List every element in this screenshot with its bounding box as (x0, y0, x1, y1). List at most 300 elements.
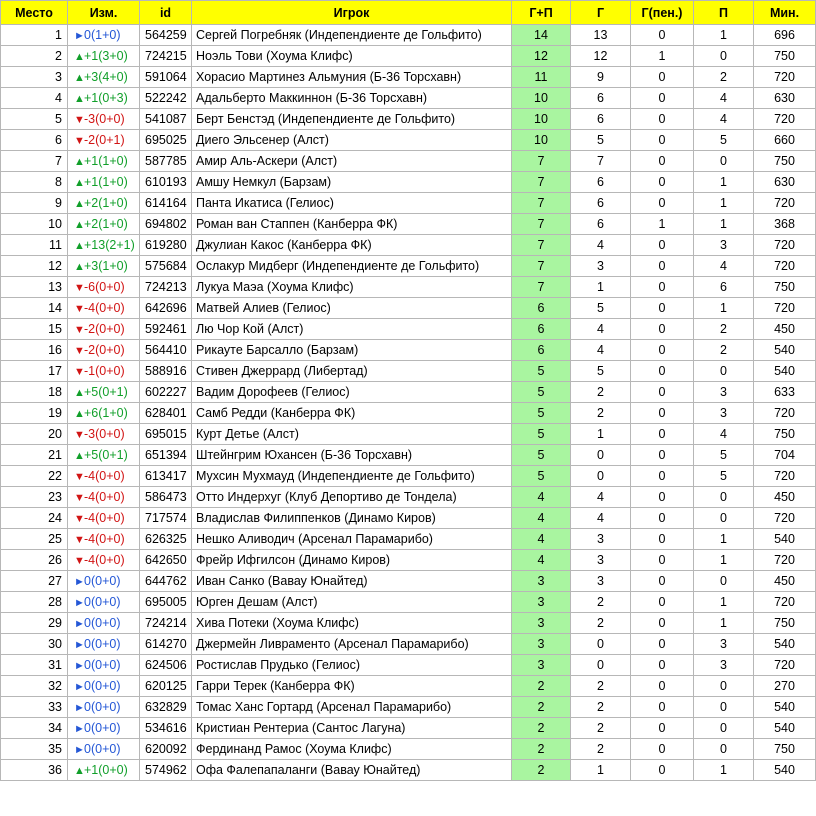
header-change[interactable]: Изм. (68, 1, 140, 25)
goals-plus-assists-cell: 5 (512, 445, 571, 466)
assists-cell: 0 (694, 571, 754, 592)
player-id-cell: 591064 (140, 67, 192, 88)
place-cell: 13 (1, 277, 68, 298)
goals-cell: 2 (571, 676, 631, 697)
penalty-goals-cell: 1 (631, 214, 694, 235)
penalty-goals-cell: 0 (631, 697, 694, 718)
minutes-cell: 750 (754, 151, 816, 172)
assists-cell: 1 (694, 760, 754, 781)
goals-cell: 2 (571, 382, 631, 403)
player-name-cell: Сергей Погребняк (Индепендиенте де Гольфито) (192, 25, 512, 46)
penalty-goals-cell: 0 (631, 634, 694, 655)
goals-plus-assists-cell: 10 (512, 130, 571, 151)
change-value: -2(0+1) (84, 133, 125, 147)
goals-plus-assists-cell: 4 (512, 550, 571, 571)
table-row (1, 424, 816, 445)
place-cell: 5 (1, 109, 68, 130)
table-row (1, 718, 816, 739)
place-cell: 21 (1, 445, 68, 466)
place-cell: 36 (1, 760, 68, 781)
goals-cell: 0 (571, 655, 631, 676)
goals-plus-assists-cell: 5 (512, 403, 571, 424)
up-arrow-icon: ▲ (74, 765, 85, 777)
penalty-goals-cell: 0 (631, 718, 694, 739)
change-value: 0(0+0) (84, 574, 121, 588)
place-cell: 4 (1, 88, 68, 109)
player-id-cell: 588916 (140, 361, 192, 382)
assists-cell: 5 (694, 130, 754, 151)
right-arrow-icon: ► (74, 597, 85, 609)
player-id-cell: 602227 (140, 382, 192, 403)
header-penalty-goals[interactable]: Г(пен.) (631, 1, 694, 25)
goals-cell: 2 (571, 403, 631, 424)
penalty-goals-cell: 0 (631, 25, 694, 46)
penalty-goals-cell: 0 (631, 172, 694, 193)
goals-cell: 3 (571, 256, 631, 277)
penalty-goals-cell: 0 (631, 193, 694, 214)
table-row (1, 655, 816, 676)
assists-cell: 0 (694, 361, 754, 382)
change-value: 0(0+0) (84, 700, 121, 714)
player-id-cell: 695005 (140, 592, 192, 613)
table-row (1, 193, 816, 214)
header-player[interactable]: Игрок (192, 1, 512, 25)
player-name-cell: Фрейр Ифгилсон (Динамо Киров) (192, 550, 512, 571)
penalty-goals-cell: 0 (631, 130, 694, 151)
goals-cell: 5 (571, 130, 631, 151)
penalty-goals-cell: 0 (631, 88, 694, 109)
player-id-cell: 541087 (140, 109, 192, 130)
place-cell: 16 (1, 340, 68, 361)
player-name-cell: Офа Фалепапаланги (Вавау Юнайтед) (192, 760, 512, 781)
player-id-cell: 620092 (140, 739, 192, 760)
goals-plus-assists-cell: 3 (512, 613, 571, 634)
minutes-cell: 368 (754, 214, 816, 235)
place-cell: 19 (1, 403, 68, 424)
assists-cell: 2 (694, 67, 754, 88)
down-arrow-icon: ▼ (74, 345, 85, 357)
minutes-cell: 540 (754, 361, 816, 382)
penalty-goals-cell: 0 (631, 613, 694, 634)
change-cell (68, 151, 140, 172)
table-row (1, 298, 816, 319)
minutes-cell: 720 (754, 508, 816, 529)
goals-plus-assists-cell: 3 (512, 592, 571, 613)
change-cell (68, 655, 140, 676)
assists-cell: 1 (694, 298, 754, 319)
player-name-cell: Ослакур Мидберг (Индепендиенте де Гольфито) (192, 256, 512, 277)
penalty-goals-cell: 0 (631, 571, 694, 592)
goals-cell: 6 (571, 214, 631, 235)
place-cell: 25 (1, 529, 68, 550)
penalty-goals-cell: 0 (631, 760, 694, 781)
assists-cell: 4 (694, 256, 754, 277)
table-row (1, 319, 816, 340)
penalty-goals-cell: 0 (631, 382, 694, 403)
up-arrow-icon: ▲ (74, 198, 85, 210)
goals-plus-assists-cell: 7 (512, 151, 571, 172)
change-cell (68, 508, 140, 529)
minutes-cell: 750 (754, 613, 816, 634)
player-id-cell: 644762 (140, 571, 192, 592)
player-id-cell: 575684 (140, 256, 192, 277)
change-value: 0(0+0) (84, 721, 121, 735)
player-name-cell: Матвей Алиев (Гелиос) (192, 298, 512, 319)
change-value: +3(4+0) (84, 70, 128, 84)
goals-cell: 0 (571, 466, 631, 487)
assists-cell: 3 (694, 655, 754, 676)
change-cell (68, 25, 140, 46)
right-arrow-icon: ► (74, 723, 85, 735)
player-id-cell: 624506 (140, 655, 192, 676)
table-row (1, 340, 816, 361)
down-arrow-icon: ▼ (74, 513, 85, 525)
place-cell: 27 (1, 571, 68, 592)
player-name-cell: Юрген Дешам (Алст) (192, 592, 512, 613)
change-cell (68, 46, 140, 67)
goals-plus-assists-cell: 3 (512, 655, 571, 676)
goals-plus-assists-cell: 2 (512, 760, 571, 781)
player-name-cell: Иван Санко (Вавау Юнайтед) (192, 571, 512, 592)
penalty-goals-cell: 0 (631, 67, 694, 88)
minutes-cell: 633 (754, 382, 816, 403)
place-cell: 32 (1, 676, 68, 697)
penalty-goals-cell: 0 (631, 676, 694, 697)
penalty-goals-cell: 0 (631, 424, 694, 445)
change-value: -1(0+0) (84, 364, 125, 378)
goals-cell: 4 (571, 487, 631, 508)
up-arrow-icon: ▲ (74, 72, 85, 84)
table-row (1, 697, 816, 718)
minutes-cell: 540 (754, 760, 816, 781)
table-row (1, 109, 816, 130)
down-arrow-icon: ▼ (74, 114, 85, 126)
change-cell (68, 256, 140, 277)
goals-plus-assists-cell: 2 (512, 739, 571, 760)
penalty-goals-cell: 0 (631, 739, 694, 760)
assists-cell: 3 (694, 403, 754, 424)
table-row (1, 445, 816, 466)
table-row (1, 151, 816, 172)
goals-cell: 1 (571, 277, 631, 298)
change-cell (68, 403, 140, 424)
header-minutes[interactable]: Мин. (754, 1, 816, 25)
minutes-cell: 720 (754, 67, 816, 88)
assists-cell: 0 (694, 487, 754, 508)
change-cell (68, 466, 140, 487)
header-row (1, 1, 816, 25)
goals-plus-assists-cell: 14 (512, 25, 571, 46)
minutes-cell: 630 (754, 88, 816, 109)
penalty-goals-cell: 0 (631, 445, 694, 466)
change-value: +1(0+3) (84, 91, 128, 105)
goals-plus-assists-cell: 7 (512, 256, 571, 277)
assists-cell: 2 (694, 340, 754, 361)
place-cell: 29 (1, 613, 68, 634)
goals-plus-assists-cell: 10 (512, 109, 571, 130)
right-arrow-icon: ► (74, 639, 85, 651)
assists-cell: 1 (694, 550, 754, 571)
table-row (1, 256, 816, 277)
goals-cell: 2 (571, 739, 631, 760)
penalty-goals-cell: 0 (631, 361, 694, 382)
assists-cell: 1 (694, 613, 754, 634)
assists-cell: 5 (694, 445, 754, 466)
down-arrow-icon: ▼ (74, 282, 85, 294)
minutes-cell: 720 (754, 256, 816, 277)
table-row (1, 277, 816, 298)
minutes-cell: 720 (754, 550, 816, 571)
player-name-cell: Владислав Филиппенков (Динамо Киров) (192, 508, 512, 529)
assists-cell: 4 (694, 424, 754, 445)
table-row (1, 172, 816, 193)
change-value: +1(0+0) (84, 763, 128, 777)
minutes-cell: 450 (754, 319, 816, 340)
penalty-goals-cell: 0 (631, 109, 694, 130)
penalty-goals-cell: 0 (631, 235, 694, 256)
goals-cell: 6 (571, 172, 631, 193)
player-name-cell: Рикаутe Барсалло (Барзам) (192, 340, 512, 361)
player-id-cell: 522242 (140, 88, 192, 109)
penalty-goals-cell: 0 (631, 466, 694, 487)
assists-cell: 1 (694, 193, 754, 214)
assists-cell: 0 (694, 697, 754, 718)
goals-cell: 6 (571, 88, 631, 109)
change-cell (68, 193, 140, 214)
penalty-goals-cell: 0 (631, 487, 694, 508)
minutes-cell: 720 (754, 109, 816, 130)
change-value: -4(0+0) (84, 553, 125, 567)
table-row (1, 67, 816, 88)
table-body (1, 25, 816, 781)
right-arrow-icon: ► (74, 618, 85, 630)
penalty-goals-cell: 0 (631, 592, 694, 613)
down-arrow-icon: ▼ (74, 366, 85, 378)
change-cell (68, 571, 140, 592)
player-id-cell: 724214 (140, 613, 192, 634)
place-cell: 23 (1, 487, 68, 508)
up-arrow-icon: ▲ (74, 156, 85, 168)
player-name-cell: Хива Потеки (Хоума Клифс) (192, 613, 512, 634)
place-cell: 31 (1, 655, 68, 676)
penalty-goals-cell: 0 (631, 655, 694, 676)
down-arrow-icon: ▼ (74, 555, 85, 567)
player-name-cell: Отто Индерхуг (Клуб Депортиво де Тондела) (192, 487, 512, 508)
minutes-cell: 540 (754, 529, 816, 550)
table-row (1, 487, 816, 508)
table-row (1, 46, 816, 67)
minutes-cell: 720 (754, 466, 816, 487)
player-name-cell: Ростислав Прудько (Гелиос) (192, 655, 512, 676)
up-arrow-icon: ▲ (74, 93, 85, 105)
change-value: 0(0+0) (84, 595, 121, 609)
change-value: 0(0+0) (84, 679, 121, 693)
down-arrow-icon: ▼ (74, 324, 85, 336)
goals-cell: 4 (571, 235, 631, 256)
table-row (1, 235, 816, 256)
place-cell: 28 (1, 592, 68, 613)
player-id-cell: 642650 (140, 550, 192, 571)
table-row (1, 529, 816, 550)
penalty-goals-cell: 0 (631, 403, 694, 424)
goals-plus-assists-cell: 2 (512, 697, 571, 718)
player-name-cell: Хорасио Мартинез Альмуния (Б-36 Торсхавн) (192, 67, 512, 88)
header-assists[interactable]: П (694, 1, 754, 25)
change-cell (68, 613, 140, 634)
penalty-goals-cell: 0 (631, 319, 694, 340)
assists-cell: 6 (694, 277, 754, 298)
minutes-cell: 660 (754, 130, 816, 151)
goals-plus-assists-cell: 4 (512, 487, 571, 508)
goals-cell: 4 (571, 319, 631, 340)
header-goals-plus-assists[interactable]: Г+П (512, 1, 571, 25)
goals-plus-assists-cell: 5 (512, 382, 571, 403)
change-cell (68, 760, 140, 781)
table-row (1, 361, 816, 382)
player-name-cell: Берт Бенстэд (Индепендиенте де Гольфито) (192, 109, 512, 130)
up-arrow-icon: ▲ (74, 408, 85, 420)
goals-plus-assists-cell: 7 (512, 277, 571, 298)
right-arrow-icon: ► (74, 702, 85, 714)
goals-plus-assists-cell: 7 (512, 235, 571, 256)
player-id-cell: 632829 (140, 697, 192, 718)
assists-cell: 3 (694, 634, 754, 655)
change-value: 0(0+0) (84, 658, 121, 672)
header-id[interactable]: id (140, 1, 192, 25)
up-arrow-icon: ▲ (74, 261, 85, 273)
assists-cell: 0 (694, 46, 754, 67)
place-cell: 7 (1, 151, 68, 172)
place-cell: 33 (1, 697, 68, 718)
goals-cell: 3 (571, 571, 631, 592)
goals-plus-assists-cell: 7 (512, 214, 571, 235)
place-cell: 9 (1, 193, 68, 214)
player-id-cell: 564259 (140, 25, 192, 46)
change-value: -3(0+0) (84, 427, 125, 441)
place-cell: 6 (1, 130, 68, 151)
player-name-cell: Мухсин Мухмауд (Индепендиенте де Гольфито) (192, 466, 512, 487)
table-row (1, 613, 816, 634)
up-arrow-icon: ▲ (74, 219, 85, 231)
goals-plus-assists-cell: 6 (512, 319, 571, 340)
header-goals[interactable]: Г (571, 1, 631, 25)
goals-cell: 3 (571, 529, 631, 550)
change-cell (68, 88, 140, 109)
change-cell (68, 634, 140, 655)
header-place[interactable]: Место (1, 1, 68, 25)
player-name-cell: Самб Редди (Канберра ФК) (192, 403, 512, 424)
place-cell: 17 (1, 361, 68, 382)
player-name-cell: Лю Чор Кой (Алст) (192, 319, 512, 340)
player-name-cell: Джулиан Какос (Канберра ФК) (192, 235, 512, 256)
player-id-cell: 592461 (140, 319, 192, 340)
minutes-cell: 720 (754, 592, 816, 613)
goals-plus-assists-cell: 5 (512, 466, 571, 487)
table-row (1, 550, 816, 571)
table-row (1, 25, 816, 46)
right-arrow-icon: ► (74, 744, 85, 756)
change-value: +13(2+1) (84, 238, 135, 252)
goals-plus-assists-cell: 7 (512, 193, 571, 214)
player-id-cell: 717574 (140, 508, 192, 529)
place-cell: 20 (1, 424, 68, 445)
change-cell (68, 550, 140, 571)
minutes-cell: 696 (754, 25, 816, 46)
place-cell: 11 (1, 235, 68, 256)
goals-cell: 2 (571, 718, 631, 739)
assists-cell: 0 (694, 739, 754, 760)
player-name-cell: Стивен Джеррард (Либертад) (192, 361, 512, 382)
place-cell: 22 (1, 466, 68, 487)
penalty-goals-cell: 0 (631, 550, 694, 571)
place-cell: 30 (1, 634, 68, 655)
goals-plus-assists-cell: 12 (512, 46, 571, 67)
penalty-goals-cell: 0 (631, 298, 694, 319)
table-row (1, 88, 816, 109)
goals-cell: 9 (571, 67, 631, 88)
minutes-cell: 720 (754, 193, 816, 214)
down-arrow-icon: ▼ (74, 471, 85, 483)
player-name-cell: Амшу Немкул (Барзам) (192, 172, 512, 193)
table-row (1, 571, 816, 592)
minutes-cell: 704 (754, 445, 816, 466)
place-cell: 15 (1, 319, 68, 340)
goals-plus-assists-cell: 11 (512, 67, 571, 88)
place-cell: 8 (1, 172, 68, 193)
assists-cell: 0 (694, 718, 754, 739)
change-value: -2(0+0) (84, 322, 125, 336)
assists-cell: 3 (694, 382, 754, 403)
player-id-cell: 587785 (140, 151, 192, 172)
down-arrow-icon: ▼ (74, 534, 85, 546)
down-arrow-icon: ▼ (74, 492, 85, 504)
minutes-cell: 750 (754, 46, 816, 67)
goals-cell: 1 (571, 424, 631, 445)
assists-cell: 1 (694, 172, 754, 193)
minutes-cell: 750 (754, 277, 816, 298)
place-cell: 26 (1, 550, 68, 571)
change-value: 0(0+0) (84, 742, 121, 756)
change-value: +5(0+1) (84, 385, 128, 399)
change-cell (68, 445, 140, 466)
goals-plus-assists-cell: 4 (512, 508, 571, 529)
change-value: +6(1+0) (84, 406, 128, 420)
goals-plus-assists-cell: 5 (512, 361, 571, 382)
goals-plus-assists-cell: 2 (512, 676, 571, 697)
assists-cell: 2 (694, 319, 754, 340)
change-value: +5(0+1) (84, 448, 128, 462)
player-id-cell: 642696 (140, 298, 192, 319)
change-cell (68, 340, 140, 361)
place-cell: 24 (1, 508, 68, 529)
change-cell (68, 697, 140, 718)
player-name-cell: Лукуа Маэа (Хоума Клифс) (192, 277, 512, 298)
change-cell (68, 718, 140, 739)
assists-cell: 1 (694, 214, 754, 235)
goals-plus-assists-cell: 6 (512, 340, 571, 361)
goals-plus-assists-cell: 3 (512, 634, 571, 655)
goals-cell: 4 (571, 340, 631, 361)
goals-cell: 2 (571, 697, 631, 718)
assists-cell: 1 (694, 25, 754, 46)
player-id-cell: 724215 (140, 46, 192, 67)
minutes-cell: 450 (754, 487, 816, 508)
player-id-cell: 619280 (140, 235, 192, 256)
player-name-cell: Джермейн Ливраменто (Арсенал Парамарибо) (192, 634, 512, 655)
right-arrow-icon: ► (74, 660, 85, 672)
minutes-cell: 540 (754, 697, 816, 718)
player-id-cell: 586473 (140, 487, 192, 508)
